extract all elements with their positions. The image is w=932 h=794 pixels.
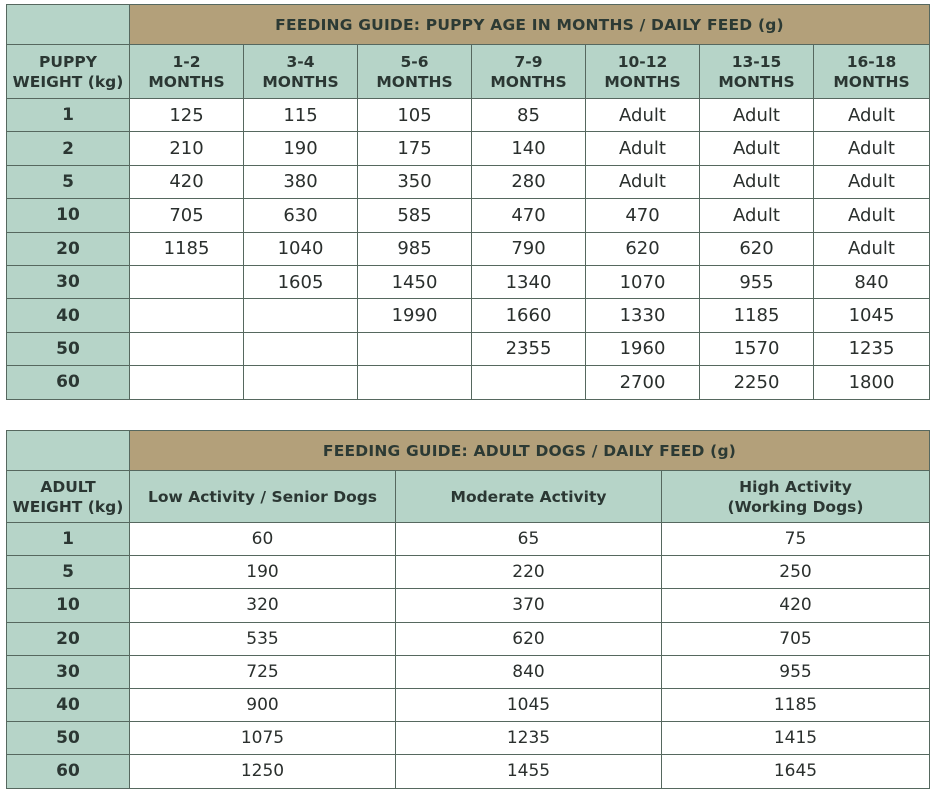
puppy-header-row [7, 45, 930, 99]
value-cell: Adult [814, 99, 930, 132]
value-cell: 420 [662, 589, 930, 622]
value-cell [130, 299, 244, 332]
value-cell: Adult [814, 165, 930, 198]
value-cell: 1045 [396, 688, 662, 721]
age-header-13-15: 13-15 MONTHS [700, 45, 814, 99]
value-cell: 105 [358, 99, 472, 132]
table-row [7, 755, 930, 788]
value-cell: 1070 [586, 265, 700, 298]
adult-table-body [7, 523, 930, 789]
weight-cell: 5 [7, 556, 130, 589]
weight-cell: 2 [7, 132, 130, 165]
value-cell: Adult [586, 132, 700, 165]
value-cell: 85 [472, 99, 586, 132]
value-cell: 320 [130, 589, 396, 622]
table-row [7, 265, 930, 298]
value-cell [244, 332, 358, 365]
value-cell: 705 [662, 622, 930, 655]
value-cell [358, 366, 472, 399]
value-cell: 1185 [700, 299, 814, 332]
value-cell: 2355 [472, 332, 586, 365]
value-cell: 725 [130, 655, 396, 688]
table-row [7, 688, 930, 721]
value-cell [358, 332, 472, 365]
table-row [7, 722, 930, 755]
value-cell: Adult [700, 132, 814, 165]
value-cell [244, 366, 358, 399]
puppy-corner-cell [7, 5, 130, 45]
value-cell: 370 [396, 589, 662, 622]
weight-cell: 50 [7, 722, 130, 755]
value-cell: 1250 [130, 755, 396, 788]
value-cell: 985 [358, 232, 472, 265]
value-cell: 1570 [700, 332, 814, 365]
weight-cell: 10 [7, 589, 130, 622]
weight-cell: 20 [7, 232, 130, 265]
value-cell: 1645 [662, 755, 930, 788]
value-cell [130, 265, 244, 298]
weight-cell: 50 [7, 332, 130, 365]
value-cell: Adult [700, 199, 814, 232]
table-row [7, 556, 930, 589]
value-cell: Adult [586, 165, 700, 198]
adult-header-row [7, 471, 930, 523]
value-cell: Adult [814, 199, 930, 232]
value-cell: 1415 [662, 722, 930, 755]
age-header-16-18: 16-18 MONTHS [814, 45, 930, 99]
table-row [7, 232, 930, 265]
adult-weight-header: ADULT WEIGHT (kg) [7, 471, 130, 523]
value-cell: 630 [244, 199, 358, 232]
table-row [7, 523, 930, 556]
value-cell: 1340 [472, 265, 586, 298]
value-cell: 140 [472, 132, 586, 165]
value-cell: 380 [244, 165, 358, 198]
value-cell: 1185 [662, 688, 930, 721]
adult-corner-cell [7, 431, 130, 471]
adult-table-title: FEEDING GUIDE: ADULT DOGS / DAILY FEED (g) [130, 431, 930, 471]
age-header-1-2: 1-2 MONTHS [130, 45, 244, 99]
puppy-feeding-table [6, 4, 930, 400]
table-row [7, 655, 930, 688]
value-cell: 1455 [396, 755, 662, 788]
value-cell: 125 [130, 99, 244, 132]
value-cell: 535 [130, 622, 396, 655]
adult-feeding-table [6, 430, 930, 789]
value-cell: 1040 [244, 232, 358, 265]
value-cell: Adult [586, 99, 700, 132]
value-cell: 60 [130, 523, 396, 556]
table-row [7, 622, 930, 655]
age-header-7-9: 7-9 MONTHS [472, 45, 586, 99]
age-header-10-12: 10-12 MONTHS [586, 45, 700, 99]
age-header-5-6: 5-6 MONTHS [358, 45, 472, 99]
value-cell: 840 [814, 265, 930, 298]
value-cell: 620 [700, 232, 814, 265]
table-row [7, 366, 930, 399]
value-cell: 2250 [700, 366, 814, 399]
table-row [7, 199, 930, 232]
weight-cell: 5 [7, 165, 130, 198]
puppy-weight-header: PUPPY WEIGHT (kg) [7, 45, 130, 99]
weight-cell: 30 [7, 655, 130, 688]
table-row [7, 99, 930, 132]
weight-cell: 60 [7, 755, 130, 788]
value-cell: 1800 [814, 366, 930, 399]
table-row [7, 332, 930, 365]
value-cell [130, 366, 244, 399]
value-cell: 955 [700, 265, 814, 298]
value-cell [130, 332, 244, 365]
value-cell: 75 [662, 523, 930, 556]
weight-cell: 10 [7, 199, 130, 232]
value-cell: Adult [700, 99, 814, 132]
value-cell: 1045 [814, 299, 930, 332]
table-row [7, 165, 930, 198]
value-cell: 955 [662, 655, 930, 688]
value-cell [244, 299, 358, 332]
weight-cell: 40 [7, 299, 130, 332]
value-cell: 350 [358, 165, 472, 198]
table-row [7, 132, 930, 165]
weight-cell: 40 [7, 688, 130, 721]
value-cell: Adult [814, 232, 930, 265]
value-cell: 470 [586, 199, 700, 232]
table-row [7, 299, 930, 332]
weight-cell: 1 [7, 99, 130, 132]
weight-cell: 1 [7, 523, 130, 556]
value-cell: 65 [396, 523, 662, 556]
value-cell: 790 [472, 232, 586, 265]
adult-title-row [7, 431, 930, 471]
value-cell [472, 366, 586, 399]
puppy-title-row [7, 5, 930, 45]
value-cell: 1660 [472, 299, 586, 332]
value-cell: 190 [130, 556, 396, 589]
value-cell: 220 [396, 556, 662, 589]
value-cell: 210 [130, 132, 244, 165]
value-cell: 1235 [814, 332, 930, 365]
value-cell: 175 [358, 132, 472, 165]
value-cell: 420 [130, 165, 244, 198]
puppy-table-body [7, 99, 930, 400]
value-cell: 280 [472, 165, 586, 198]
weight-cell: 30 [7, 265, 130, 298]
value-cell: 900 [130, 688, 396, 721]
value-cell: 250 [662, 556, 930, 589]
weight-cell: 20 [7, 622, 130, 655]
value-cell: 840 [396, 655, 662, 688]
value-cell: 2700 [586, 366, 700, 399]
value-cell: 620 [586, 232, 700, 265]
activity-header-moderate: Moderate Activity [396, 471, 662, 523]
value-cell: 1235 [396, 722, 662, 755]
value-cell: 190 [244, 132, 358, 165]
value-cell: 1990 [358, 299, 472, 332]
value-cell: 1330 [586, 299, 700, 332]
value-cell: 470 [472, 199, 586, 232]
value-cell: 1960 [586, 332, 700, 365]
age-header-3-4: 3-4 MONTHS [244, 45, 358, 99]
value-cell: 1605 [244, 265, 358, 298]
value-cell: 1185 [130, 232, 244, 265]
table-row [7, 589, 930, 622]
value-cell: 1450 [358, 265, 472, 298]
value-cell: Adult [814, 132, 930, 165]
value-cell: 1075 [130, 722, 396, 755]
value-cell: 620 [396, 622, 662, 655]
value-cell: 115 [244, 99, 358, 132]
puppy-table-title: FEEDING GUIDE: PUPPY AGE IN MONTHS / DAILY FEED (g) [130, 5, 930, 45]
value-cell: Adult [700, 165, 814, 198]
activity-header-high: High Activity (Working Dogs) [662, 471, 930, 523]
value-cell: 585 [358, 199, 472, 232]
activity-header-low: Low Activity / Senior Dogs [130, 471, 396, 523]
value-cell: 705 [130, 199, 244, 232]
weight-cell: 60 [7, 366, 130, 399]
